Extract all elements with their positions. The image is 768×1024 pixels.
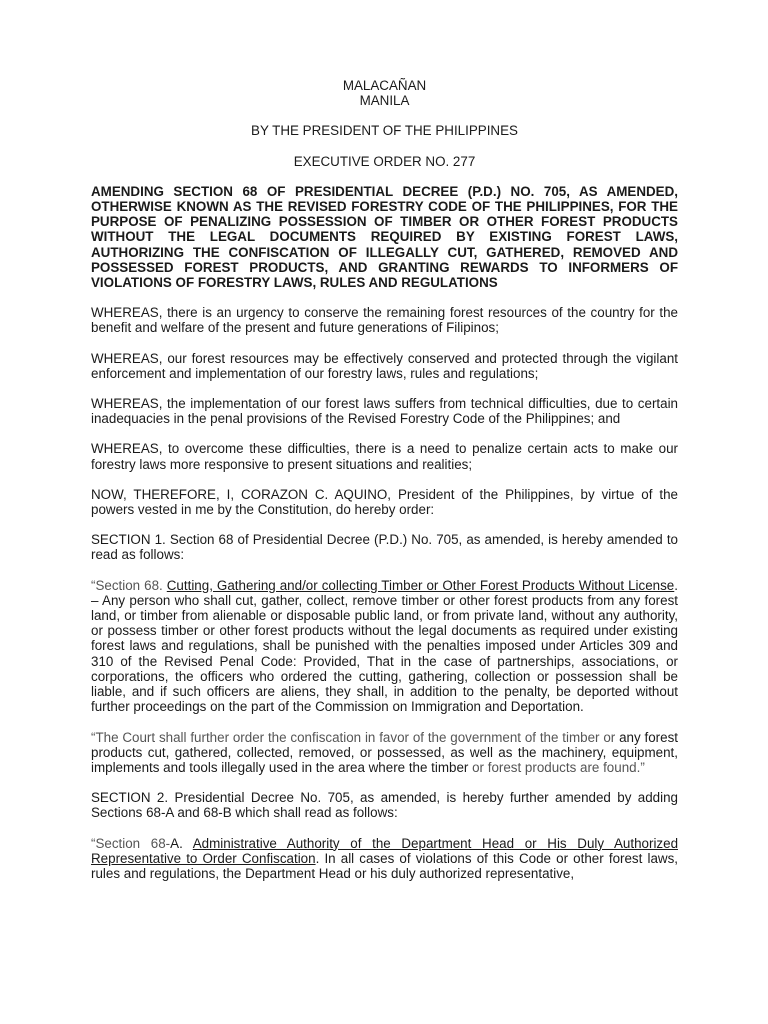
section-68a-body: . In all cases of violations of this Code or other forest laws, rules and regulations, the Department Head or his duly authorized representative, (91, 850, 678, 881)
whereas-clause-3: WHEREAS, the implementation of our forest laws suffers from technical difficulties, due to certain inadequacies in the penal provisions of the Revised Forestry Code of the Philippines; and (91, 396, 678, 427)
section-2-intro: SECTION 2. Presidential Decree No. 705, as amended, is hereby further amended by adding Sections 68-A and 68-B which shall read as follows: (91, 790, 678, 821)
section-68-body: . – Any person who shall cut, gather, collect, remove timber or other forest products from any forest land, or timber from alienable or disposable public land, or from private land, without any authority, or possess timber or other forest products without the legal documents as required under existing forest laws and regulations, shall be punished with the penalties imposed under Articles 309 and 310 of the Revised Penal Code: Provided, That in the case of partnerships, associations, or corporations, the officers who ordered the cutting, gathering, collection or possession shall be liable, and if such officers are aliens, they shall, in addition to the penalty, be deported without further proceedings on the part of the Commission on Immigration and Deportation. (91, 577, 678, 715)
executive-order-number: EXECUTIVE ORDER NO. 277 (293, 153, 476, 169)
section-68a-lead: “Section 68- (91, 835, 171, 851)
section-68a-text (91, 836, 678, 882)
court-confiscation-paragraph (91, 730, 678, 776)
section-68-heading: Cutting, Gathering and/or collecting Timber or Other Forest Products Without License (166, 577, 675, 593)
section-68a-heading: Administrative Authority of the Department Head or His Duly Authorized Representative to Order Confiscation (91, 835, 679, 866)
section-68a-letter: A. (170, 835, 193, 851)
whereas-clause-4: WHEREAS, to overcome these difficulties, there is a need to penalize certain acts to make our forestry laws more responsive to present situations and realities; (91, 441, 678, 472)
court-para-mid: any forest products cut, gathered, collected, removed, or possessed, as well as the machinery, equipment, implements and tools illegally used in the area where the timber (91, 729, 678, 775)
document-body (91, 78, 678, 881)
whereas-clause-2: WHEREAS, our forest resources may be effectively conserved and protected through the vigilant enforcement and implementation of our forestry laws, rules and regulations; (91, 350, 678, 381)
section-68-text (91, 578, 678, 715)
header-malacanan: MALACAÑAN (342, 78, 427, 93)
section-1-intro: SECTION 1. Section 68 of Presidential Decree (P.D.) No. 705, as amended, is hereby amended to read as follows: (91, 532, 678, 563)
now-therefore-clause: NOW, THEREFORE, I, CORAZON C. AQUINO, President of the Philippines, by virtue of the powers vested in me by the Constitution, do hereby order: (91, 486, 678, 518)
order-title: AMENDING SECTION 68 OF PRESIDENTIAL DECREE (P.D.) NO. 705, AS AMENDED, OTHERWISE KNOWN AS THE REVISED FORESTRY CODE OF THE PHILIPPINES, FOR THE PURPOSE OF PENALIZING POSSESSION OF TIMBER OR OTHER FOREST PRODUCTS WITHOUT THE LEGAL DOCUMENTS REQUIRED BY EXISTING FOREST LAWS, AUTHORIZING THE CONFISCATION OF ILLEGALLY CUT, GATHERED, REMOVED AND POSSESSED FOREST PRODUCTS, AND GRANTING REWARDS TO INFORMERS OF VIOLATIONS OF FORESTRY LAWS, RULES AND REGULATIONS (91, 183, 678, 291)
section-68-lead: “Section 68. (91, 577, 167, 593)
header-byline: BY THE PRESIDENT OF THE PHILIPPINES (251, 123, 518, 139)
court-para-lead: “The Court shall further order the confiscation in favor of the government of the timber or (91, 729, 616, 745)
court-para-tail: or forest products are found.” (472, 759, 645, 775)
header-manila: MANILA (359, 93, 410, 109)
whereas-clause-1: WHEREAS, there is an urgency to conserve the remaining forest resources of the country for the benefit and welfare of the present and future generations of Filipinos; (91, 305, 678, 336)
